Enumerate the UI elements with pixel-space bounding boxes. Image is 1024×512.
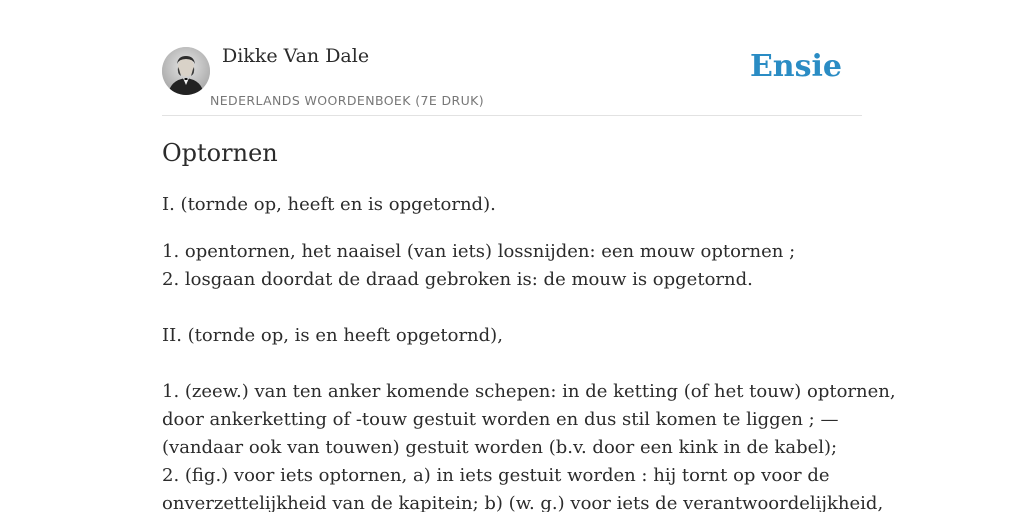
header [162, 0, 862, 116]
definition-line: (vandaar ook van touwen) gestuit worden (b.v. door een kink in de kabel); [162, 437, 838, 458]
definition-line: 1. opentornen, het naaisel (van iets) lossnijden: een mouw optornen ; [162, 241, 796, 262]
brand-logo[interactable]: Ensie [749, 49, 842, 84]
definition-line: 2. losgaan doordat de draad gebroken is: de mouw is opgetornd. [162, 269, 753, 290]
avatar[interactable] [162, 47, 210, 95]
definition-line: 1. (zeew.) van ten anker komende schepen: in de ketting (of het touw) optornen, [162, 381, 896, 402]
entry-title: Optornen [162, 139, 278, 167]
author-name[interactable]: Dikke Van Dale [222, 45, 370, 67]
definition-line: II. (tornde op, is en heeft opgetornd), [162, 325, 503, 346]
definition-line: I. (tornde op, heeft en is opgetornd). [162, 194, 496, 215]
dictionary-subtitle[interactable]: NEDERLANDS WOORDENBOEK (7E DRUK) [210, 93, 485, 108]
definition-line: onverzettelijkheid van de kapitein; b) (w. g.) voor iets de verantwoordelijkheid, [162, 493, 884, 512]
definition-line: 2. (fig.) voor iets optornen, a) in iets gestuit worden : hij tornt op voor de [162, 465, 830, 486]
portrait-image [162, 47, 210, 95]
page [162, 0, 896, 512]
definition-line: door ankerketting of -touw gestuit worden en dus stil komen te liggen ; — [162, 409, 839, 430]
